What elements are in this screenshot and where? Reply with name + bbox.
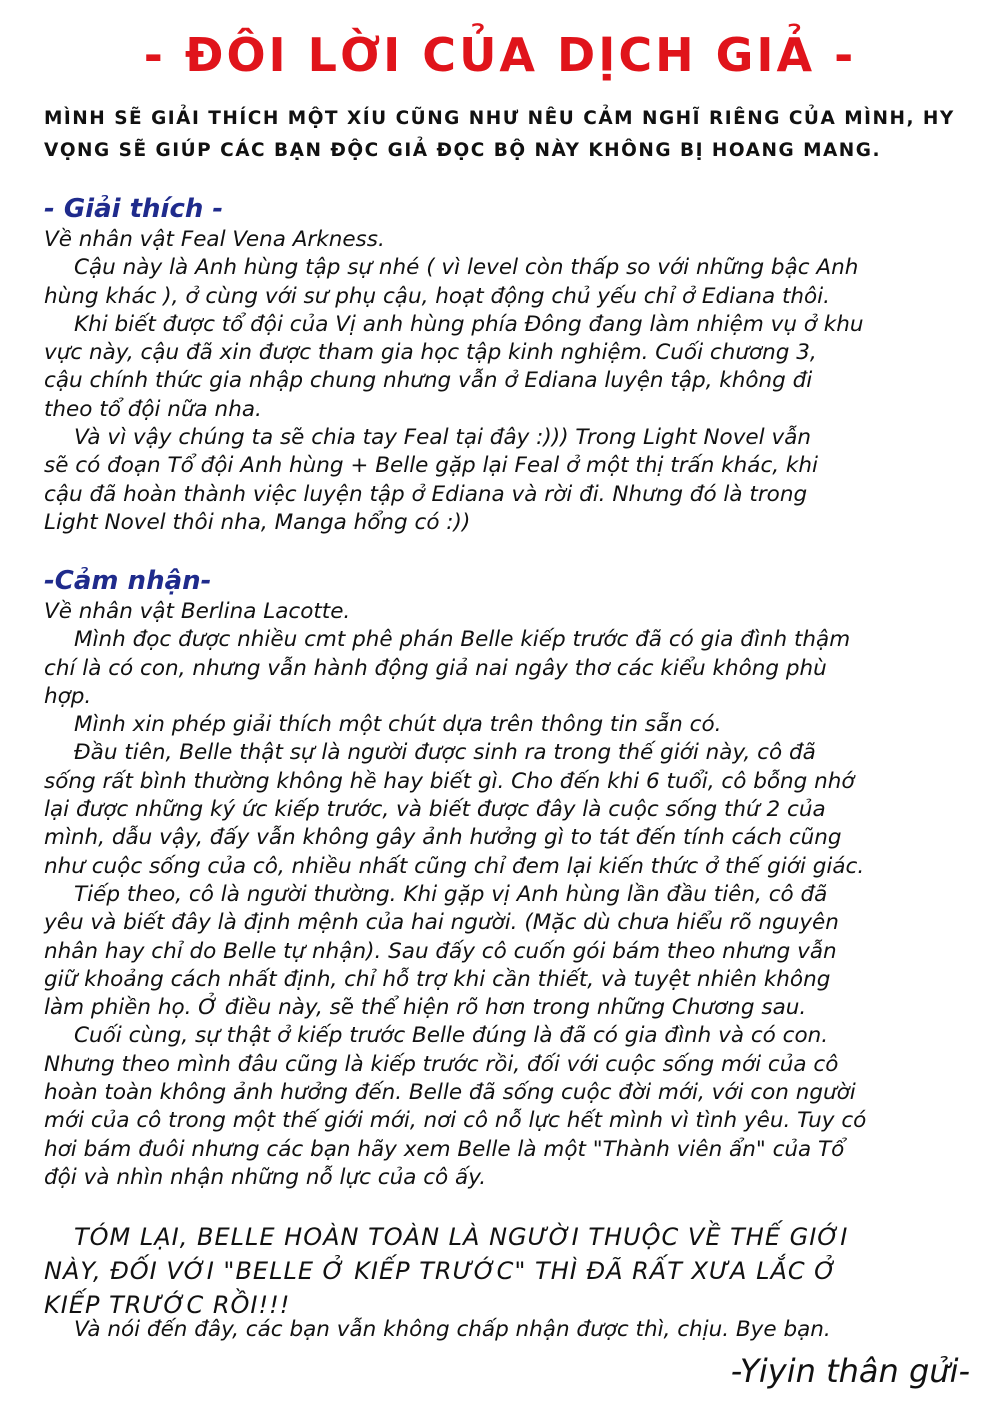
summary-block (44, 1220, 974, 1322)
summary-line: TÓM LẠI, BELLE HOÀN TOÀN LÀ NGƯỜI THUỘC VỀ THẾ GIỚI (74, 1223, 849, 1251)
text-line: Cuối cùng, sự thật ở kiếp trước Belle đúng là đã có gia đình và có con. (74, 1023, 829, 1049)
text-line: sống rất bình thường không hề hay biết gì. Cho đến khi 6 tuổi, cô bỗng nhớ (44, 768, 855, 794)
section-body-impressions (44, 598, 974, 1192)
text-line: giữ khoảng cách nhất định, chỉ hỗ trợ khi cần thiết, và tuyệt nhiên không (44, 966, 831, 992)
summary-line: NÀY, ĐỐI VỚI "BELLE Ở KIẾP TRƯỚC" THÌ ĐÃ RẤT XƯA LẮC Ở (44, 1257, 838, 1285)
text-line: Đầu tiên, Belle thật sự là người được sinh ra trong thế giới này, cô đã (74, 740, 816, 766)
intro-text: MÌNH SẼ GIẢI THÍCH MỘT XÍU CŨNG NHƯ NÊU CẢM NGHĨ RIÊNG CỦA MÌNH, HY VỌNG SẼ GIÚP CÁC BẠN ĐỘC GIẢ ĐỌC BỘ NÀY KHÔNG BỊ HOANG MANG. (44, 108, 955, 161)
page-title: - ĐÔI LỜI CỦA DỊCH GIẢ - (143, 28, 857, 82)
text-line: Tiếp theo, cô là người thường. Khi gặp vị Anh hùng lần đầu tiên, cô đã (74, 881, 828, 907)
text-line: mới của cô trong một thế giới mới, nơi cô nỗ lực hết mình vì tình yêu. Tuy có (44, 1108, 867, 1134)
text-line: nhân hay chỉ do Belle tự nhận). Sau đấy cô cuốn gói bám theo nhưng vẫn (44, 938, 837, 964)
closing-line: Và nói đến đây, các bạn vẫn không chấp nhận được thì, chịu. Bye bạn. (74, 1317, 831, 1342)
closing-block (44, 1316, 974, 1344)
section-heading-impressions: -Cảm nhận- (44, 566, 212, 596)
section-body-explanation (44, 226, 974, 537)
signature: -Yiyin thân gửi- (730, 1352, 970, 1390)
text-line: Cậu này là Anh hùng tập sự nhé ( vì level còn thấp so với những bậc Anh (74, 255, 859, 281)
text-line: chí là có con, nhưng vẫn hành động giả nai ngây thơ các kiểu không phù (44, 655, 827, 681)
text-line: Về nhân vật Berlina Lacotte. (44, 599, 351, 624)
text-line: cậu đã hoàn thành việc luyện tập ở Ediana và rời đi. Nhưng đó là trong (44, 481, 808, 507)
text-line: như cuộc sống của cô, nhiều nhất cũng chỉ đem lại kiến thức ở thế giới giác. (44, 853, 865, 879)
text-line: lại được những ký ức kiếp trước, và biết được đây là cuộc sống thứ 2 của (44, 797, 826, 823)
text-line: hợp. (44, 683, 92, 709)
text-line: đội và nhìn nhận những nỗ lực của cô ấy. (44, 1164, 487, 1190)
text-line: Khi biết được tổ đội của Vị anh hùng phía Đông đang làm nhiệm vụ ở khu (74, 311, 864, 337)
text-line: Mình đọc được nhiều cmt phê phán Belle kiếp trước đã có gia đình thậm (74, 627, 851, 653)
text-line: theo tổ đội nữa nha. (44, 396, 262, 422)
text-line: vực này, cậu đã xin được tham gia học tập kinh nghiệm. Cuối chương 3, (44, 340, 817, 366)
text-line: Nhưng theo mình đâu cũng là kiếp trước rồi, đối với cuộc sống mới của cô (44, 1051, 839, 1077)
text-line: yêu và biết đây là định mệnh của hai người. (Mặc dù chưa hiểu rõ nguyên (44, 910, 839, 936)
text-line: hoàn toàn không ảnh hưởng đến. Belle đã sống cuộc đời mới, với con người (44, 1080, 856, 1106)
text-line: hùng khác ), ở cùng với sư phụ cậu, hoạt động chủ yếu chỉ ở Ediana thôi. (44, 283, 830, 309)
section-heading-explanation: - Giải thích - (44, 194, 224, 224)
summary-line: KIẾP TRƯỚC RỒI!!! (44, 1291, 291, 1319)
text-line: làm phiền họ. Ở điều này, sẽ thể hiện rõ hơn trong những Chương sau. (44, 995, 807, 1021)
text-line: Mình xin phép giải thích một chút dựa trên thông tin sẵn có. (74, 712, 722, 738)
text-line: cậu chính thức gia nhập chung nhưng vẫn ở Ediana luyện tập, không đi (44, 368, 813, 394)
text-line: sẽ có đoạn Tổ đội Anh hùng + Belle gặp lại Feal ở một thị trấn khác, khi (44, 453, 818, 479)
text-line: Và vì vậy chúng ta sẽ chia tay Feal tại đây :))) Trong Light Novel vẫn (74, 425, 811, 451)
text-line: mình, dẫu vậy, đấy vẫn không gây ảnh hưởng gì to tát đến tính cách cũng (44, 825, 842, 851)
text-line: hơi bám đuôi nhưng các bạn hãy xem Belle là một "Thành viên ẩn" của Tổ (44, 1136, 845, 1162)
text-line: Về nhân vật Feal Vena Arkness. (44, 227, 385, 252)
text-line: Light Novel thôi nha, Manga hổng có :)) (44, 509, 471, 535)
